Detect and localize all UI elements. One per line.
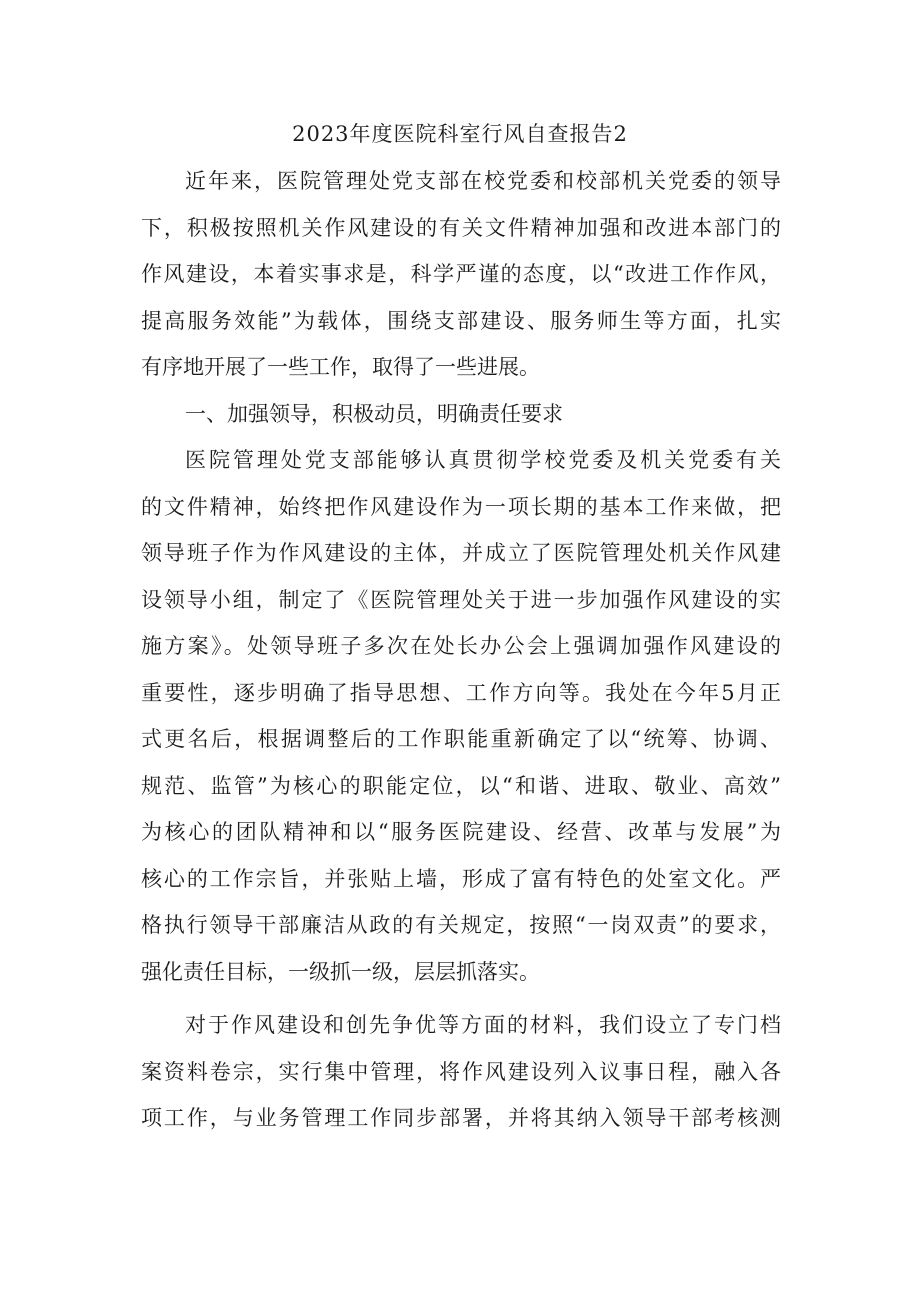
text-line: 案资料卷宗，实行集中管理，将作风建设列入议事日程，融入各 (141, 1059, 781, 1084)
text-line: 为核心的团队精神和以“服务医院建设、经营、改革与发展”为 (141, 820, 781, 844)
text-line: 领导班子作为作风建设的主体，并成立了医院管理处机关作风建 (141, 541, 781, 565)
text-line: 医院管理处党支部能够认真贯彻学校党委及机关党委有关 (185, 448, 781, 472)
text-line: 格执行领导干部廉洁从政的有关规定，按照“一岗双责”的要求， (141, 913, 781, 937)
paragraph-intro (141, 158, 781, 391)
text-line: 重要性，逐步明确了指导思想、工作方向等。我处在今年5月正 (141, 680, 781, 705)
text-line: 核心的工作宗旨，并张贴上墙，形成了富有特色的处室文化。严 (141, 866, 781, 891)
text-line: 规范、监管”为核心的职能定位，以“和谐、进取、敬业、高效” (141, 773, 781, 798)
section-heading-text: 一、加强领导，积极动员，明确责任要求 (185, 401, 563, 426)
text-line: 下，积极按照机关作风建设的有关文件精神加强和改进本部门的 (141, 215, 781, 240)
text-line: 的文件精神，始终把作风建设作为一项长期的基本工作来做，把 (141, 494, 781, 519)
text-line: 提高服务效能”为载体，围绕支部建设、服务师生等方面，扎实 (141, 308, 781, 333)
text-line: 设领导小组，制定了《医院管理处关于进一步加强作风建设的实 (141, 587, 781, 612)
section-heading (141, 391, 781, 438)
text-line: 近年来，医院管理处党支部在校党委和校部机关党委的领导 (185, 169, 781, 193)
document-title: 2023年度医院科室行风自查报告2 (292, 122, 628, 146)
paragraph-leadership (141, 437, 781, 995)
text-line: 式更名后，根据调整后的工作职能重新确定了以“统筹、协调、 (141, 727, 781, 751)
text-line: 作风建设，本着实事求是，科学严谨的态度，以“改进工作作风， (141, 262, 781, 286)
paragraph-gap (141, 995, 781, 1002)
document-body (141, 158, 781, 1142)
text-line: 施方案》。处领导班子多次在处长办公会上强调加强作风建设的 (141, 634, 781, 658)
paragraph-materials (141, 1002, 781, 1142)
text-line: 对于作风建设和创先争优等方面的材料，我们设立了专门档 (185, 1013, 781, 1037)
text-line: 强化责任目标，一级抓一级，层层抓落实。 (141, 959, 540, 984)
text-line: 有序地开展了一些工作，取得了一些进展。 (141, 355, 540, 379)
text-line: 项工作，与业务管理工作同步部署，并将其纳入领导干部考核测 (141, 1106, 781, 1130)
